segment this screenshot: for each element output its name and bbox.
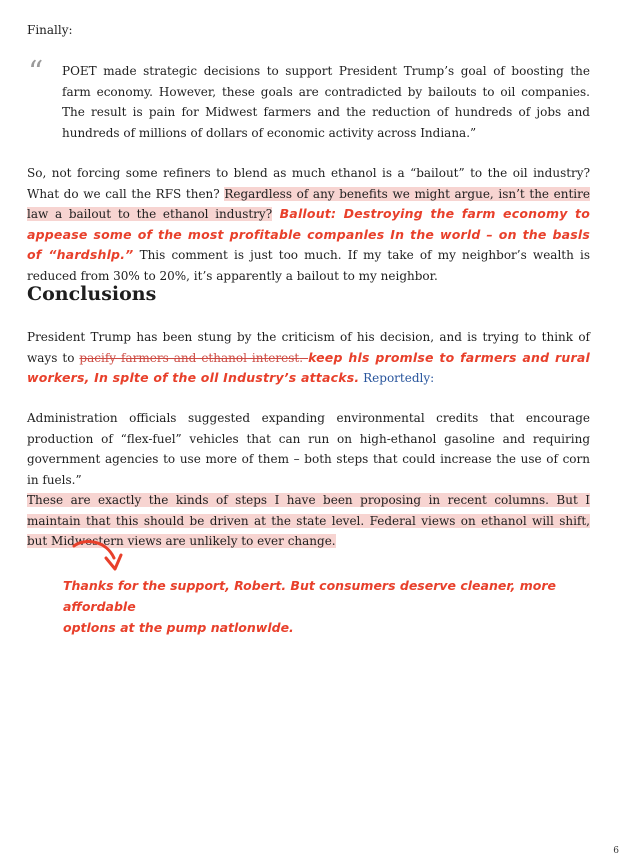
intro-text: Finally: bbox=[27, 23, 73, 37]
paragraph-administration: Administration officials suggested expanding environmental credits that encourage production of “flex-fuel” vehicles that can run on high-ethanol gasoline and requiring government agencies to use more of them – both steps that could increase the use of corn in fuels.” bbox=[27, 411, 590, 487]
reportedly-link[interactable]: Reportedly: bbox=[359, 371, 435, 385]
struck-text: pacify farmers and ethanol interest bbox=[79, 350, 300, 365]
page-number: 6 bbox=[613, 846, 619, 856]
highlighted-conclusion: These are exactly the kinds of steps I have been proposing in recent columns. But I maintain that this should be driven at the state level. Federal views on ethanol will shift, but Midwestern views are unlikely to ever change. bbox=[27, 493, 590, 548]
struck-punctuation: . bbox=[299, 350, 309, 365]
paragraph-bailout-text: So, not forcing some refiners to blend as much ethanol is a “bailout” to the oil industry? What do we call the RFS then? bbox=[27, 166, 590, 201]
block-quote: POET made strategic decisions to support President Trump’s goal of boosting the farm economy. However, these goals are contradicted by bailouts to oil companies. The result is pain for Midwest farmers and the reduction of hundreds of jobs and hundreds of millions of dollars of economic activity across Indiana.” bbox=[62, 64, 590, 140]
paragraph-bailout bbox=[27, 163, 590, 286]
section-heading: Conclusions bbox=[27, 283, 157, 305]
handwritten-note bbox=[63, 575, 563, 638]
handwritten-insertion: keep hls promlse to farmers and rural workers, In splte of the oll Industry’s attacks. bbox=[27, 349, 590, 385]
paragraph-trump-text: President Trump has been stung by the criticism of his decision, and is trying to think of ways to bbox=[27, 330, 590, 365]
note-line-2: optlons at the pump natlonwlde. bbox=[63, 620, 294, 635]
paragraph-bailout-end: This comment is just too much. If my take of my neighbor’s wealth is reduced from 30% to 20%, it’s apparently a bailout to my neighbor. bbox=[27, 248, 590, 283]
highlighted-text: Regardless of any benefits we might argue, isn’t the entire law a bailout to the ethanol industry? bbox=[27, 186, 590, 221]
note-line-1: Thanks for the support, Robert. But consumers deserve cleaner, more affordable bbox=[63, 578, 557, 614]
paragraph-trump bbox=[27, 327, 590, 389]
quote-mark-icon: “ bbox=[28, 55, 44, 90]
handwritten-annotation: Ballout: Destroying the farm economy to appease some of the most profitable companles In the world – on the basls of “hardshlp.” bbox=[27, 206, 590, 262]
curved-arrow-icon bbox=[70, 538, 130, 578]
